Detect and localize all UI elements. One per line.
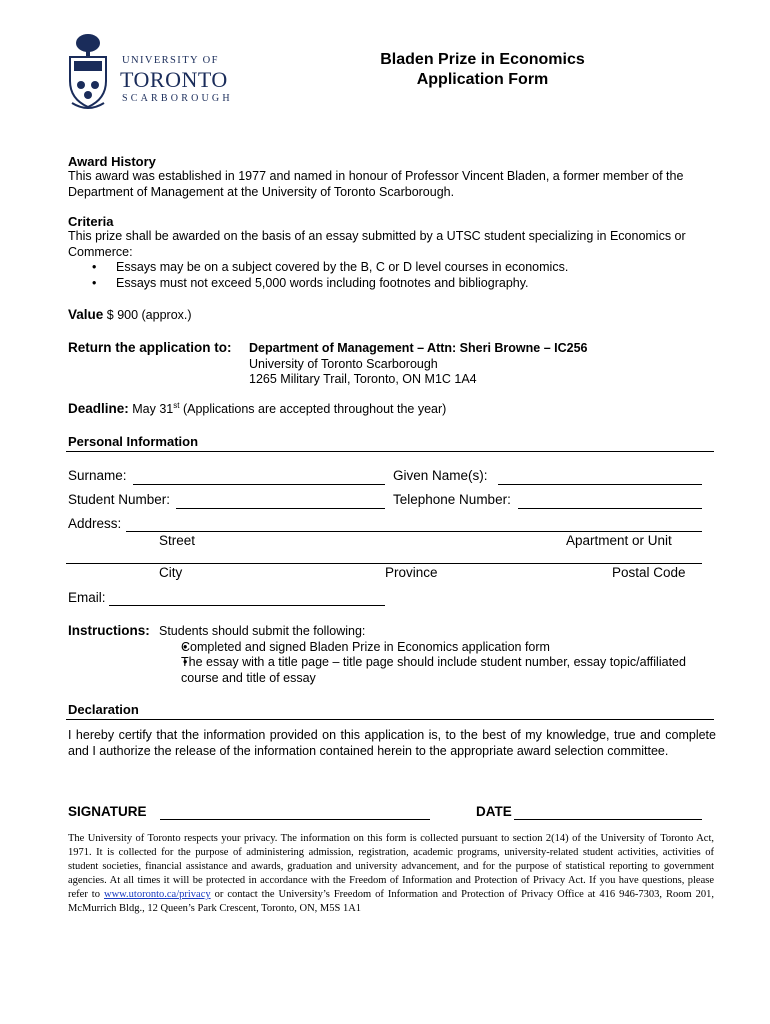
award-history-heading: Award History: [68, 154, 156, 169]
deadline-note: (Applications are accepted throughout the year): [179, 402, 447, 417]
criteria-bullet: • Essays may be on a subject covered by the B, C or D level courses in economics.: [68, 260, 718, 276]
surname-label: Surname:: [68, 468, 127, 483]
title-line-1: Bladen Prize in Economics: [380, 51, 585, 68]
logo-line-3: SCARBOROUGH: [122, 93, 233, 104]
instructions-bullet-text: Completed and signed Bladen Prize in Economics application form: [181, 639, 550, 654]
logo-line-2: TORONTO: [120, 67, 228, 92]
province-caption: Province: [385, 565, 438, 580]
return-line-1: Department of Management – Attn: Sheri Browne – IC256: [249, 341, 588, 355]
instructions-intro: Students should submit the following:: [159, 624, 366, 638]
declaration-heading-text: Declaration: [68, 702, 139, 717]
award-history-section: [68, 154, 718, 200]
instructions-bullet-text: The essay with a title page – title page should include student number, essay topic/affiliated course and title of essay: [181, 655, 686, 685]
date-field[interactable]: [514, 819, 702, 820]
date-label: DATE: [476, 804, 512, 819]
city-caption: City: [159, 565, 183, 580]
crest-icon: [66, 33, 110, 111]
telephone-field[interactable]: [518, 508, 702, 509]
privacy-link[interactable]: www.utoronto.ca/privacy: [103, 889, 211, 900]
street-caption: Street: [159, 533, 196, 548]
instructions-bullet: [159, 655, 719, 686]
title-line-2: Application Form: [416, 71, 549, 88]
privacy-notice: [68, 832, 714, 916]
given-name-field[interactable]: [498, 484, 702, 485]
university-logo: [66, 33, 236, 113]
return-address: [249, 341, 588, 388]
personal-heading: [68, 434, 198, 449]
student-number-label: Student Number:: [68, 492, 171, 507]
criteria-text: This prize shall be awarded on the basis of an essay submitted by a UTSC student specializing in Economics or Commerce:: [68, 229, 686, 259]
deadline-row: [68, 401, 446, 416]
signature-field[interactable]: [160, 819, 430, 820]
declaration-rule: [66, 719, 714, 720]
privacy-text-end: or contact the University’s Freedom of Information and Protection of Privacy Office at 416 946-7303, Room 201, McMurrich Bldg., 12 Queen’s Park Crescent, Toronto, ON, M5S 1A1: [68, 889, 715, 914]
criteria-bullet: • Essays must not exceed 5,000 words including footnotes and bibliography.: [68, 276, 718, 292]
student-number-field[interactable]: [176, 508, 385, 509]
declaration-heading: [68, 702, 139, 717]
surname-field[interactable]: [133, 484, 385, 485]
deadline-date: May 31: [132, 402, 174, 417]
instructions-bullet: [159, 640, 719, 656]
value-amount: $ 900 (approx.): [106, 308, 192, 322]
page-title: [340, 50, 625, 90]
criteria-heading: Criteria: [68, 214, 114, 229]
award-history-text: This award was established in 1977 and named in honour of Professor Vincent Bladen, a former member of the Department of Management at the University of Toronto Scarborough.: [68, 169, 684, 199]
return-line-3: 1265 Military Trail, Toronto, ON M1C 1A4: [249, 372, 477, 386]
email-field[interactable]: [109, 605, 385, 606]
declaration-text: I hereby certify that the information provided on this application is, to the best of my knowledge, true and complete and I authorize the release of the information contained herein to the appropriate award selection committee.: [68, 728, 716, 758]
privacy-text: The University of Toronto respects your privacy. The information on this form is collected pursuant to section 2(14) of the University of Toronto Act, 1971. It is collected for the purpose of administering admission, registration, academic programs, university-related student activities, activities of student societies, financial assistance and awards, graduation and university advancement, and for the purpose of statistical reporting to government agencies. At all times it will be protected in accordance with the Freedom of Information and Protection of Privacy Act. If you have questions, please refer to: [68, 833, 714, 900]
value-row: [68, 307, 192, 322]
address-city-field[interactable]: [66, 563, 702, 564]
apartment-caption: Apartment or Unit: [566, 533, 672, 548]
signature-label: SIGNATURE: [68, 804, 147, 819]
personal-rule: [66, 451, 714, 452]
given-name-label: Given Name(s):: [393, 468, 488, 483]
email-label: Email:: [68, 590, 106, 605]
return-line-2: University of Toronto Scarborough: [249, 356, 438, 371]
instructions-label: Instructions:: [68, 623, 150, 638]
deadline-sup: st: [173, 401, 180, 410]
return-label: Return the application to:: [68, 340, 232, 355]
telephone-label: Telephone Number:: [393, 492, 511, 507]
deadline-label: Deadline:: [68, 401, 129, 417]
address-street-field[interactable]: [126, 531, 702, 532]
postal-caption: Postal Code: [612, 565, 686, 580]
instructions-body: [159, 624, 719, 686]
logo-line-1: UNIVERSITY OF: [122, 55, 219, 66]
criteria-section: [68, 214, 718, 291]
value-label: Value: [68, 307, 104, 322]
personal-heading-text: Personal Information: [68, 434, 199, 449]
address-label: Address:: [68, 516, 122, 531]
